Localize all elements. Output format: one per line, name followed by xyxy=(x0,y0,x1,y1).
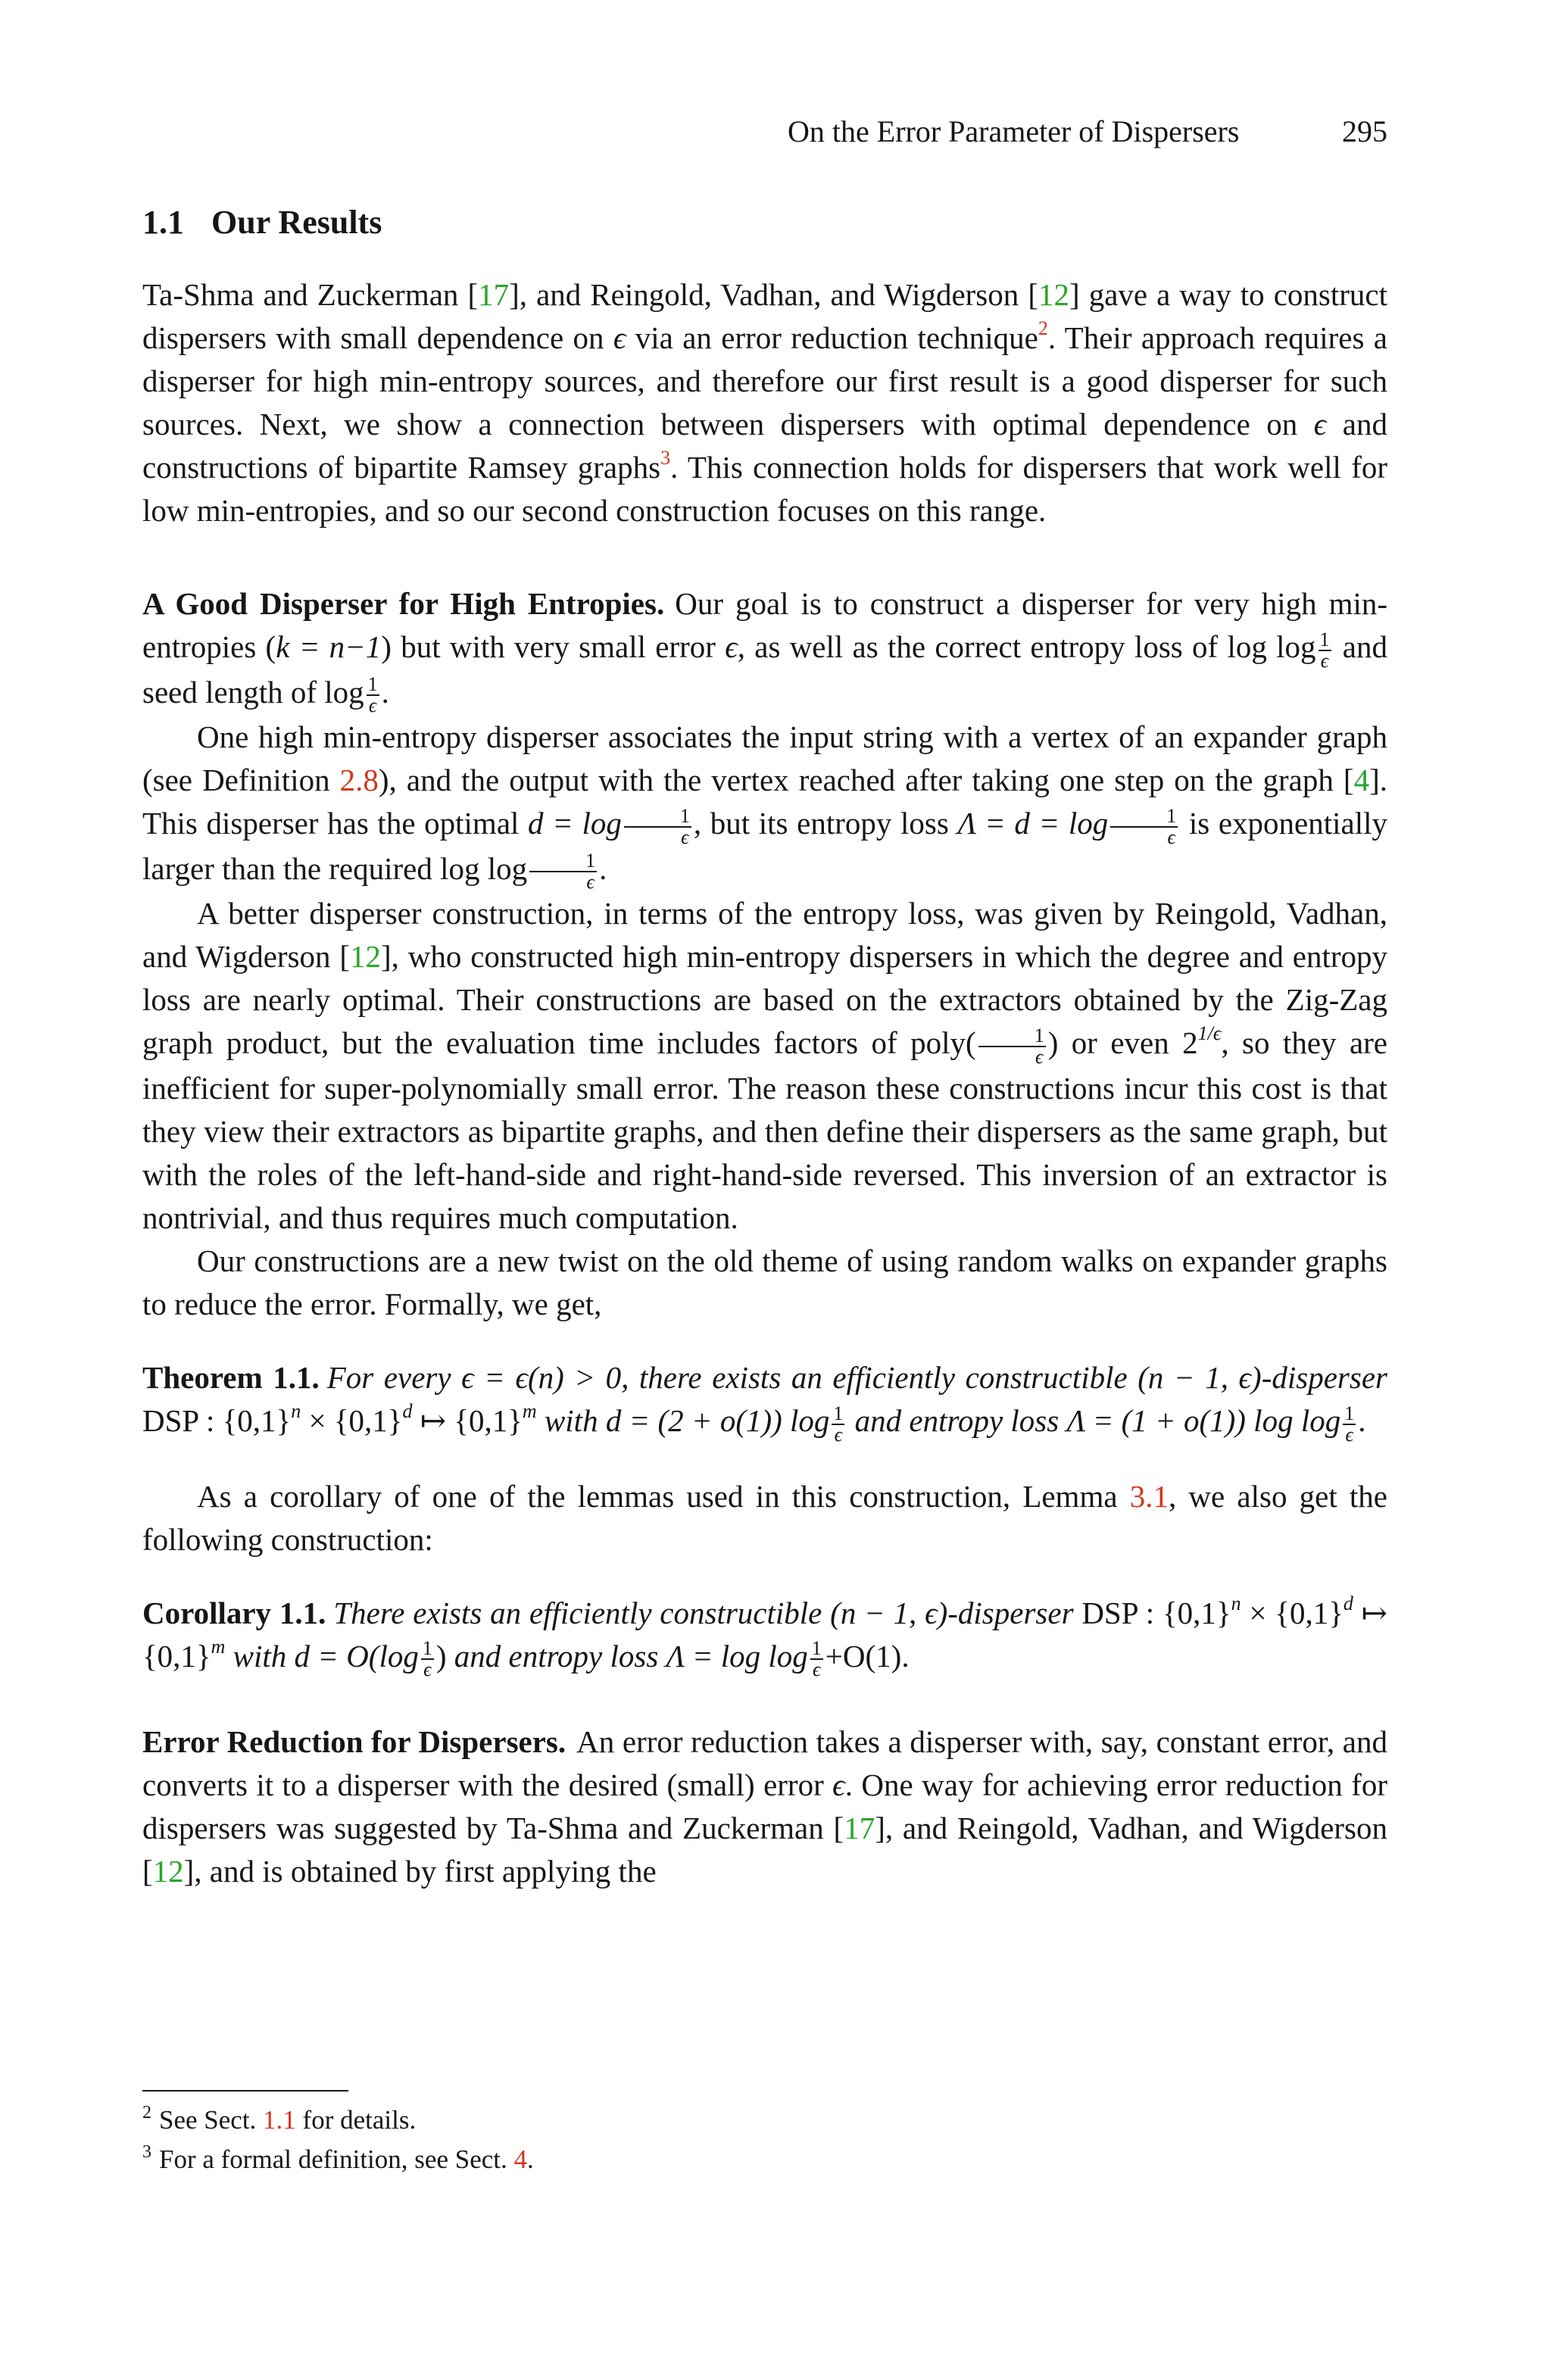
section-link[interactable]: 4 xyxy=(513,2144,527,2174)
fraction-one-over-epsilon: $\frac{1}{\epsilon}$ xyxy=(529,851,597,892)
section-heading xyxy=(142,203,1387,242)
math-epsilon: ϵ xyxy=(613,320,626,355)
text: See Sect. xyxy=(159,2105,264,2135)
runin-heading: A Good Disperser for High Entropies. xyxy=(142,586,665,621)
high-entropy-paragraph-4: Our constructions are a new twist on the old theme of using random walks on expander graphs to reduce the error. Formally, we get, xyxy=(142,1243,1387,1321)
math-loglog: log log xyxy=(1227,629,1316,664)
math-poly: poly( xyxy=(910,1025,976,1061)
text: . xyxy=(526,2144,534,2174)
page-body xyxy=(142,203,1387,1893)
running-title: On the Error Parameter of Dispersers xyxy=(788,114,1240,148)
citation-link[interactable]: 12 xyxy=(350,939,382,975)
math-plus-o1: +O(1). xyxy=(825,1638,910,1673)
text: There exists an efficiently constructible xyxy=(333,1595,831,1630)
text: and seed length of xyxy=(142,629,1387,710)
text: . xyxy=(1358,1402,1366,1438)
text: is exponentially larger than the required xyxy=(142,806,1387,886)
math-epsilon: ϵ xyxy=(832,1767,845,1803)
text: , but its entropy loss xyxy=(693,806,958,841)
footnote-marker[interactable]: 3 xyxy=(660,447,671,469)
text: A better disperser construction, in terms of the entropy loss, was given by Reingold, Vadhan, and Wigderson [ xyxy=(142,896,1387,975)
intro-paragraph xyxy=(142,273,1387,532)
citation-link[interactable]: 12 xyxy=(1038,277,1069,312)
text: Our goal is to construct a disperser for very high min-entropies ( xyxy=(142,586,1387,664)
text: ], and Reingold, Vadhan, and Wigderson [ xyxy=(142,1811,1388,1889)
text: Ta-Shma and Zuckerman [ xyxy=(142,277,479,312)
fraction-one-over-epsilon: $\frac{1}{\epsilon}$ xyxy=(422,1637,432,1681)
text: , there exists an efficiently constructible xyxy=(621,1359,1138,1395)
text: for details. xyxy=(295,2105,417,2135)
text: with xyxy=(225,1638,295,1673)
text: and entropy loss xyxy=(446,1638,666,1673)
footnote-marker[interactable]: 2 xyxy=(1038,317,1048,339)
text: , as well as the correct entropy loss of xyxy=(737,629,1228,664)
corollary-intro xyxy=(142,1475,1387,1561)
corollary-label: Corollary 1.1. xyxy=(142,1595,326,1630)
text: As a corollary of one of the lemmas used in this construction, Lemma xyxy=(197,1478,1130,1514)
text: , we also get the following construction: xyxy=(142,1478,1388,1557)
math-loglog: log log xyxy=(440,850,528,886)
theorem-1-1 xyxy=(142,1356,1387,1445)
math-lambda-eq: Λ = d = log xyxy=(957,806,1109,841)
text: ), and the output with the vertex reached after taking one step on the graph [ xyxy=(378,763,1354,798)
fraction-one-over-epsilon: $\frac{1}{\epsilon}$ xyxy=(833,1402,844,1446)
fraction-one-over-epsilon: $\frac{1}{\epsilon}$ xyxy=(811,1637,822,1681)
text: . This connection holds for dispersers that work well for low min-entropies, and so our second construction focuses on this range. xyxy=(142,450,1388,528)
high-entropy-paragraph-2 xyxy=(142,716,1387,892)
lemma-link[interactable]: 3.1 xyxy=(1129,1478,1169,1514)
math-k: k = n−1 xyxy=(276,629,382,664)
math-two: 2 xyxy=(1182,1025,1198,1061)
section-number: 1.1 xyxy=(142,204,184,241)
math-epsilon: ϵ xyxy=(1313,407,1327,441)
error-reduction-paragraph xyxy=(142,1720,1387,1893)
footnote-rule xyxy=(142,2090,348,2091)
text: with xyxy=(536,1402,606,1438)
math-entropy-loss: Λ = log log xyxy=(666,1638,808,1673)
text: For a formal definition, see Sect. xyxy=(159,2144,514,2174)
footnote-number: 2 xyxy=(142,2103,151,2123)
text: . Their approach requires a disperser for high min-entropy sources, and therefore our first result is a good disperser for such sources. Next, we show a connection between dispersers with optimal dependence on xyxy=(142,320,1388,441)
footnotes xyxy=(142,2090,1387,2179)
text: For every xyxy=(326,1359,462,1395)
math-dsp: DSP : $\{0,1\}^n \times \{0,1\}^d$ ↦ $\{0,1\}^m$ xyxy=(142,1399,537,1438)
text: An error reduction takes a disperser with, say, constant error, and converts it to a disperser with the desired (small) error xyxy=(142,1724,1387,1803)
footnote-number: 3 xyxy=(142,2142,151,2162)
fraction-one-over-epsilon: $\frac{1}{\epsilon}$ xyxy=(367,673,378,717)
math-dsp: DSP : $\{0,1\}^n \times \{0,1\}^d$ ↦ $\{0,1\}^m$ xyxy=(142,1592,1388,1673)
theorem-label: Theorem 1.1. xyxy=(142,1359,320,1395)
text: ]. This disperser has the optimal xyxy=(142,763,1387,841)
citation-link[interactable]: 17 xyxy=(478,277,510,312)
citation-link[interactable]: 12 xyxy=(152,1854,184,1889)
text: ) xyxy=(435,1638,447,1673)
text: -disperser xyxy=(1261,1359,1387,1395)
text: -disperser xyxy=(947,1595,1082,1630)
math-d-eq: d = log xyxy=(528,806,622,841)
text: via an error reduction technique xyxy=(626,320,1038,355)
fraction-one-over-epsilon: $\frac{1}{\epsilon}$ xyxy=(1344,1402,1355,1446)
citation-link[interactable]: 17 xyxy=(844,1811,875,1846)
text: . One way for achieving error reduction for dispersers was suggested by Ta-Shma and Zuckerman [ xyxy=(142,1767,1388,1846)
math-seed-length: d = (2 + o(1)) log xyxy=(605,1402,830,1438)
math-epsilon: ϵ xyxy=(725,629,738,664)
text: and constructions of bipartite Ramsey graphs xyxy=(142,407,1387,485)
text: and entropy loss xyxy=(847,1402,1067,1438)
definition-link[interactable]: 2.8 xyxy=(339,763,379,798)
citation-link[interactable]: 4 xyxy=(1353,763,1370,798)
fraction-one-over-epsilon: $\frac{1}{\epsilon}$ xyxy=(624,806,691,847)
math-entropy-loss: Λ = (1 + o(1)) log log xyxy=(1066,1402,1341,1438)
running-header xyxy=(788,114,1387,149)
text: ) xyxy=(1047,1025,1059,1061)
text: ) but with very small error xyxy=(381,629,726,664)
page-number: 295 xyxy=(1342,114,1387,148)
text: . xyxy=(599,850,607,886)
math-seed-length: d = O(log xyxy=(294,1638,419,1673)
section-link[interactable]: 1.1 xyxy=(263,2105,296,2135)
text: One high min-entropy disperser associates the input string with a vertex of an expander graph (see Definition xyxy=(142,719,1387,798)
math-params: (n − 1, ϵ) xyxy=(1138,1359,1262,1395)
section-title: Our Results xyxy=(211,204,382,241)
math-log: log xyxy=(324,674,364,710)
footnote-3 xyxy=(142,2140,1387,2179)
footnote-2 xyxy=(142,2101,1387,2140)
runin-heading: Error Reduction for Dispersers. xyxy=(142,1724,566,1760)
math-params: (n − 1, ϵ) xyxy=(830,1595,948,1630)
text: ], and is obtained by first applying the xyxy=(183,1854,657,1889)
high-entropy-paragraph-1 xyxy=(142,582,1387,716)
corollary-1-1 xyxy=(142,1592,1387,1680)
text: or even xyxy=(1058,1025,1183,1061)
fraction-one-over-epsilon: $\frac{1}{\epsilon}$ xyxy=(978,1026,1046,1067)
math-eps-cond: ϵ = ϵ(n) > 0 xyxy=(461,1359,622,1395)
fraction-one-over-epsilon: $\frac{1}{\epsilon}$ xyxy=(1319,628,1330,672)
math-exponent: 1/ϵ xyxy=(1197,1022,1222,1045)
text: ], who constructed high min-entropy dispersers in which the degree and entropy loss are nearly optimal. Their constructions are based on the extractors obtained by the Zig-Zag graph product, but the evaluation time includes factors of xyxy=(142,939,1388,1061)
text: , so they are inefficient for super-polynomially small error. The reason these constructions incur this cost is that they view their extractors as bipartite graphs, and then define their dispersers as the same graph, but with the roles of the left-hand-side and right-hand-side reversed. This inversion of an extractor is nontrivial, and thus requires much computation. xyxy=(142,1025,1387,1235)
text: ] gave a way to construct dispersers with small dependence on xyxy=(142,277,1387,355)
text: . xyxy=(381,674,389,710)
fraction-one-over-epsilon: $\frac{1}{\epsilon}$ xyxy=(1110,806,1178,847)
text: ], and Reingold, Vadhan, and Wigderson [ xyxy=(509,277,1038,312)
high-entropy-paragraph-3 xyxy=(142,892,1387,1240)
